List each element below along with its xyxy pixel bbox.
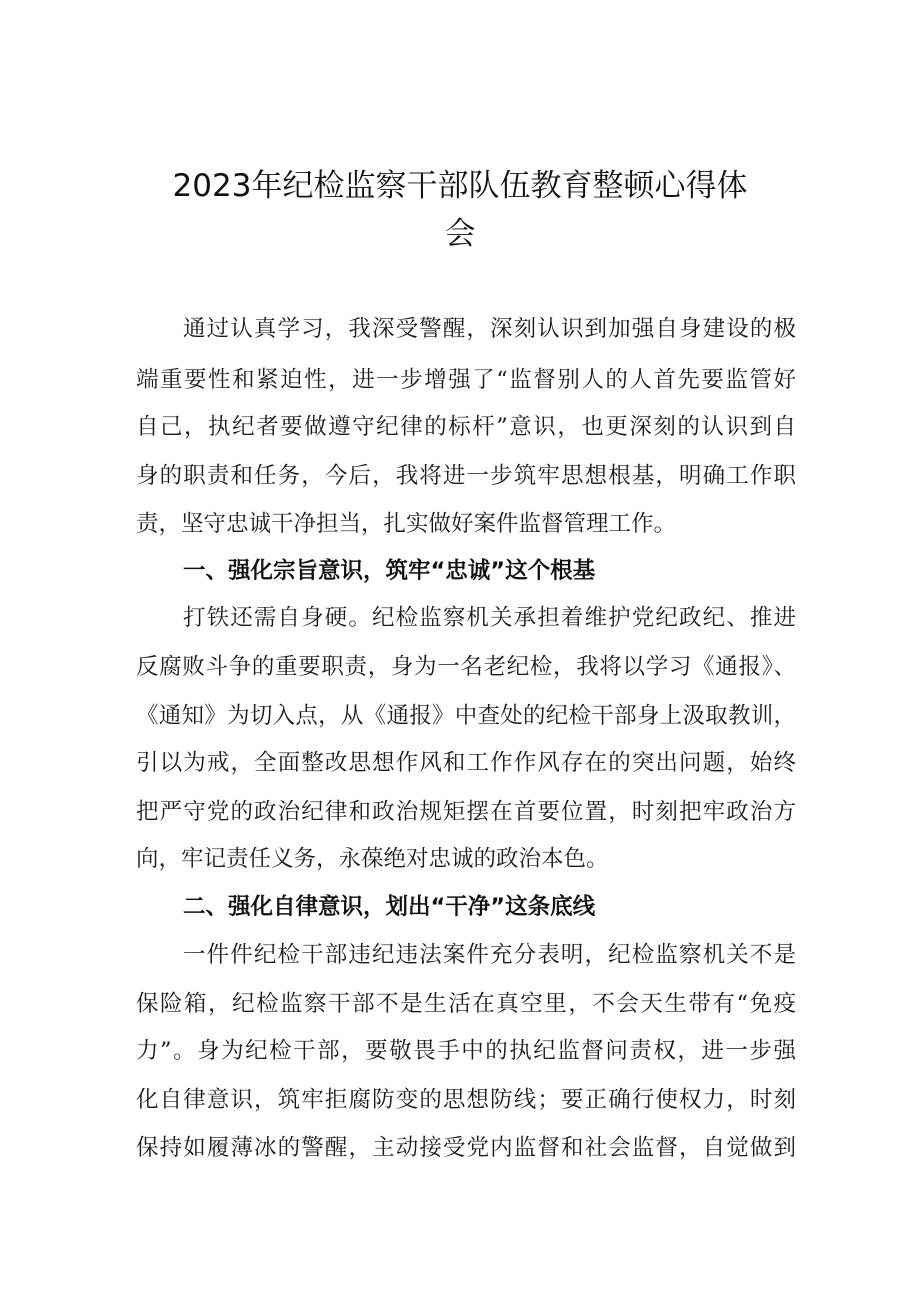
document-title-line-1: 2023年纪检监察干部队伍教育整顿心得体 — [172, 168, 748, 204]
section-2-heading: 二、强化自律意识，划出“干净”这条底线 — [183, 894, 596, 920]
section-2-line-4: 化自律意识，筑牢拒腐防变的思想防线；要正确行使权力，时刻 — [136, 1087, 796, 1113]
section-1-line-1: 打铁还需自身硬。纪检监察机关承担着维护党纪政纪、推进 — [183, 605, 796, 631]
intro-line-3: 自己，执纪者要做遵守纪律的标杆”意识，也更深刻的认识到自 — [136, 414, 796, 440]
section-2-line-3: 力”。身为纪检干部，要敬畏手中的执纪监督问责权，进一步强 — [136, 1038, 796, 1064]
section-1-line-2: 反腐败斗争的重要职责，身为一名老纪检，我将以学习《通报》、 — [136, 654, 796, 680]
section-1-line-4: 引以为戒，全面整改思想作风和工作作风存在的突出问题，始终 — [136, 750, 796, 776]
document-title-line-2: 会 — [444, 216, 476, 252]
section-2-line-1: 一件件纪检干部违纪违法案件充分表明，纪检监察机关不是 — [183, 942, 796, 968]
section-1-line-5: 把严守党的政治纪律和政治规矩摆在首要位置，时刻把牢政治方 — [136, 799, 796, 825]
intro-line-2: 端重要性和紧迫性，进一步增强了“监督别人的人首先要监管好 — [136, 367, 796, 393]
section-1-line-6: 向，牢记责任义务，永葆绝对忠诚的政治本色。 — [136, 846, 609, 872]
intro-line-4: 身的职责和任务，今后，我将进一步筑牢思想根基，明确工作职 — [136, 463, 796, 489]
intro-line-1: 通过认真学习，我深受警醒，深刻认识到加强自身建设的极 — [183, 316, 796, 342]
section-2-line-5: 保持如履薄冰的警醒，主动接受党内监督和社会监督，自觉做到 — [136, 1135, 796, 1161]
intro-line-5: 责，坚守忠诚干净担当，扎实做好案件监督管理工作。 — [136, 511, 677, 537]
section-1-heading: 一、强化宗旨意识，筑牢“忠诚”这个根基 — [183, 558, 596, 584]
section-2-line-2: 保险箱，纪检监察干部不是生活在真空里，不会天生带有“免疫 — [136, 991, 796, 1017]
section-1-line-3: 《通知》为切入点，从《通报》中查处的纪检干部身上汲取教训， — [136, 703, 796, 729]
